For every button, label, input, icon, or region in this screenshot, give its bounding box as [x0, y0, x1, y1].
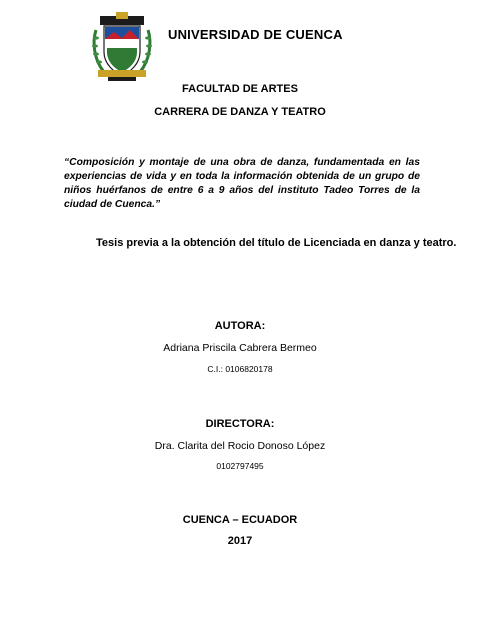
year-text: 2017: [227, 535, 253, 547]
career-name: CARRERA DE DANZA Y TEATRO: [154, 106, 326, 118]
author-label: AUTORA:: [214, 320, 266, 332]
director-name: Dra. Clarita del Rocio Donoso López: [154, 440, 326, 452]
author-name: Adriana Priscila Cabrera Bermeo: [163, 342, 317, 354]
university-crest-logo: [90, 12, 154, 84]
place-text: CUENCA – ECUADOR: [182, 514, 298, 526]
university-name: UNIVERSIDAD DE CUENCA: [168, 27, 343, 42]
director-label: DIRECTORA:: [205, 418, 275, 430]
author-id: C.I.: 0106820178: [207, 364, 273, 374]
director-id: 0102797495: [216, 461, 264, 471]
thesis-note: Tesis previa a la obtención del título de Licenciada en danza y teatro.: [96, 237, 457, 249]
faculty-name: FACULTAD DE ARTES: [182, 83, 298, 95]
work-title: “Composición y montaje de una obra de danza, fundamentada en las experiencias de vida y en toda la información obtenida de un grupo de niños huérfanos de entre 6 a 9 años del instituto Tadeo Torres de la ciudad de Cuenca.”: [64, 157, 420, 210]
